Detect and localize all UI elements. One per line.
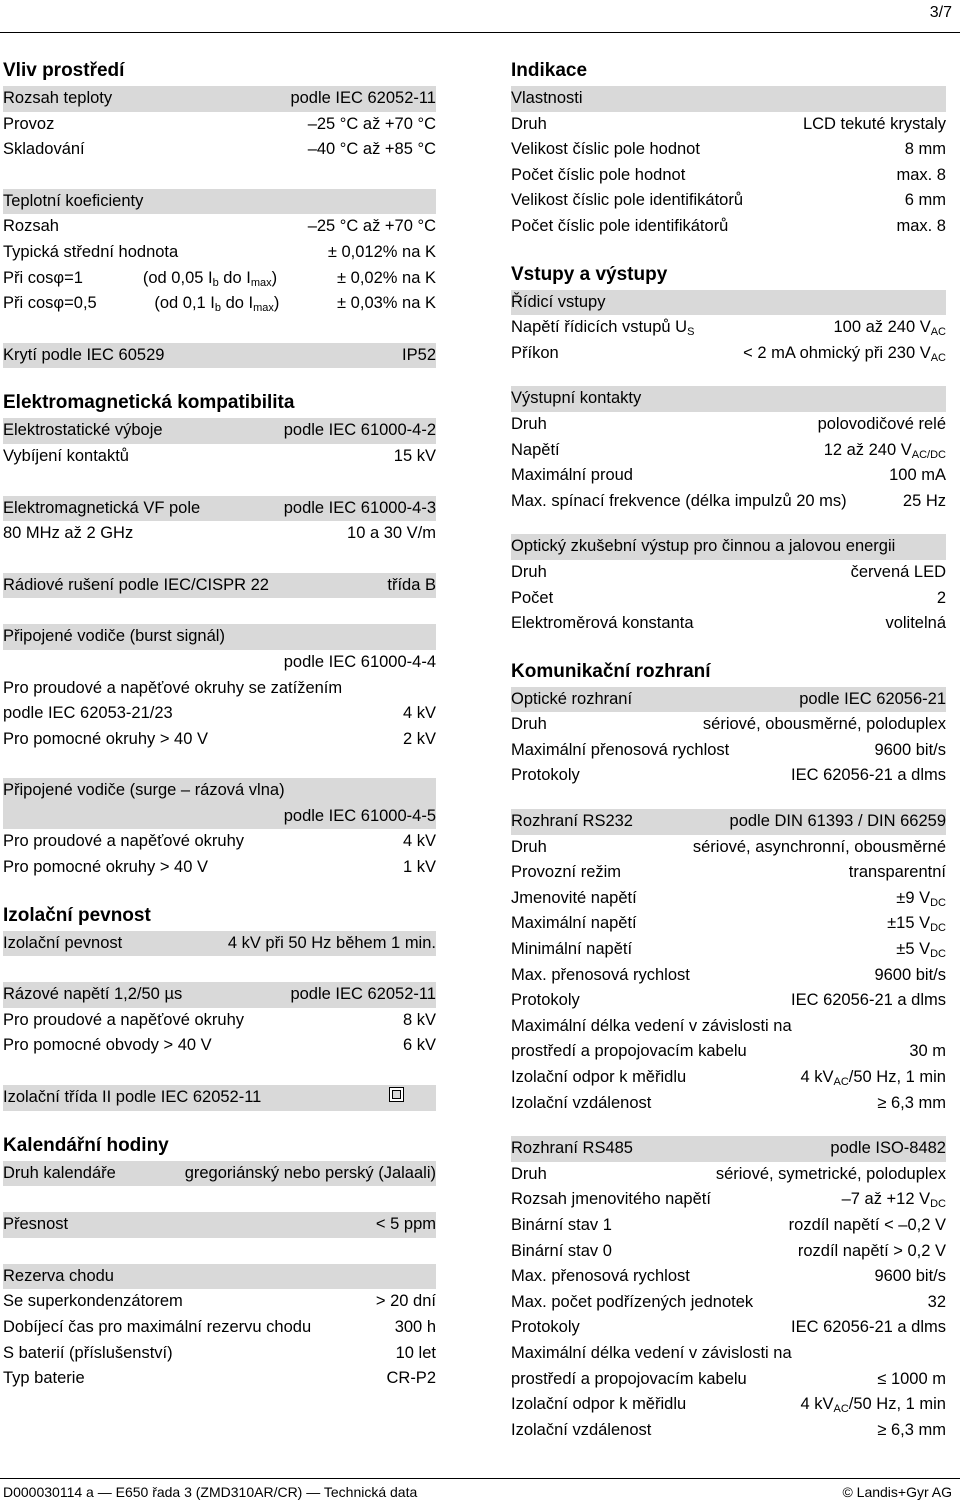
spec-label: Krytí podle IEC 60529	[3, 345, 165, 364]
footer-copyright: © Landis+Gyr AG	[842, 1484, 952, 1500]
spec-value: 2 kV	[402, 729, 436, 748]
spec-value: –25 °C až +70 °C	[307, 114, 436, 133]
spec-label: Pro pomocné okruhy > 40 V	[3, 858, 208, 877]
spec-row-header	[511, 809, 946, 835]
spec-value: třída B	[387, 575, 436, 594]
spec-row	[3, 650, 436, 676]
spec-label: Napětí řídicích vstupů $U_S$	[511, 318, 695, 339]
spec-value: max. 8	[896, 165, 946, 184]
spec-value: 25 Hz	[902, 491, 946, 510]
spec-row-header	[3, 418, 436, 444]
spec-value: 8 kV	[402, 1010, 436, 1029]
spec-row	[511, 1264, 946, 1290]
spec-value: 6 kV	[402, 1036, 436, 1055]
spec-value: ≤ 1000 m	[877, 1369, 946, 1388]
spec-value: 12 až 240 $V_{AC/DC}$	[823, 440, 946, 461]
spec-label: Druh	[511, 1164, 547, 1183]
spec-row-header	[3, 982, 436, 1008]
spec-value: 100 až 240 $V_{AC}$	[833, 318, 946, 339]
section-title-comm: Komunikační rozhraní	[511, 660, 711, 682]
spec-value: 10 a 30 V/m	[347, 524, 436, 543]
spec-row	[511, 188, 946, 214]
spec-row-header	[3, 189, 436, 215]
spec-value: podle IEC 61000-4-3	[283, 498, 436, 517]
spec-value: ≥ 6,3 mm	[877, 1093, 946, 1112]
spec-label: Protokoly	[511, 1318, 580, 1337]
spec-label: S baterií (příslušenství)	[3, 1343, 173, 1362]
spec-label: Protokoly	[511, 991, 580, 1010]
spec-value: podle DIN 61393 / DIN 66259	[729, 812, 946, 831]
spec-value: max. 8	[896, 216, 946, 235]
spec-value: podle ISO-8482	[830, 1139, 946, 1158]
spec-label: Optické rozhraní	[511, 689, 633, 708]
spec-condition: (od 0,1 $I_b$ do $I_{max}$)	[154, 294, 280, 315]
spec-row	[511, 315, 946, 341]
spec-label: Izolační odpor k měřidlu	[511, 1395, 687, 1414]
spec-label: Druh	[511, 562, 547, 581]
spec-label: Velikost číslic pole hodnot	[511, 140, 700, 159]
spec-value: rozdíl napětí < –0,2 V	[788, 1215, 946, 1234]
spec-value: sériové, obousměrné, poloduplex	[702, 715, 946, 734]
spec-row	[3, 1289, 436, 1315]
spec-row	[511, 1187, 946, 1213]
spec-value: rozdíl napětí > 0,2 V	[797, 1241, 946, 1260]
spec-value: podle IEC 62056-21	[799, 689, 946, 708]
spec-value: 1 kV	[402, 858, 436, 877]
spec-row	[511, 911, 946, 937]
spec-label: Maximální proud	[511, 466, 633, 485]
spec-row	[3, 291, 436, 317]
spec-label: Řídicí vstupy	[511, 292, 606, 311]
spec-row	[511, 1418, 946, 1444]
spec-row-header	[511, 1136, 946, 1162]
spec-row-header	[511, 534, 946, 560]
spec-label: Jmenovité napětí	[511, 888, 637, 907]
spec-label: Max. počet podřízených jednotek	[511, 1292, 754, 1311]
spec-row	[511, 1392, 946, 1418]
spec-label: Maximální délka vedení v závislosti na	[511, 1016, 792, 1035]
spec-row	[3, 829, 436, 855]
spec-value: > 20 dní	[375, 1292, 436, 1311]
spec-label: Rozhraní RS232	[511, 812, 633, 831]
spec-value: 100 mA	[889, 466, 946, 485]
spec-row	[511, 1290, 946, 1316]
spec-row	[511, 988, 946, 1014]
spec-row	[511, 763, 946, 789]
spec-row	[3, 701, 436, 727]
spec-value: 4 $kV_{AC}/50$ Hz, 1 min	[800, 1068, 946, 1088]
spec-value: CR-P2	[386, 1369, 436, 1388]
spec-label: Binární stav 0	[511, 1241, 612, 1260]
spec-row	[511, 937, 946, 963]
spec-value: 4 kV	[402, 832, 436, 851]
spec-value: 32	[927, 1292, 946, 1311]
spec-label: Druh	[511, 414, 547, 433]
spec-label: Rádiové rušení podle IEC/CISPR 22	[3, 575, 269, 594]
spec-row	[511, 611, 946, 637]
spec-value: 4 kV při 50 Hz během 1 min.	[227, 933, 436, 952]
spec-row-header	[511, 687, 946, 713]
spec-row-header	[3, 931, 436, 957]
spec-value: sériové, symetrické, poloduplex	[715, 1164, 946, 1183]
spec-label: Izolační třída II podle IEC 62052-11	[3, 1088, 262, 1107]
spec-row-header	[3, 496, 436, 522]
spec-label: Připojené vodiče (surge – rázová vlna)	[3, 781, 285, 800]
spec-row	[3, 1008, 436, 1034]
spec-value: –40 °C až +85 °C	[307, 140, 436, 159]
spec-row	[511, 412, 946, 438]
spec-label: Druh	[511, 114, 547, 133]
spec-row	[3, 240, 436, 266]
spec-label: Výstupní kontakty	[511, 389, 642, 408]
spec-label: Typická střední hodnota	[3, 242, 179, 261]
spec-value: ± 0,03% na K	[337, 294, 436, 313]
spec-row-header	[3, 1264, 436, 1290]
spec-row	[511, 860, 946, 886]
section-title-indication: Indikace	[511, 60, 588, 81]
spec-label: Izolační pevnost	[3, 933, 123, 952]
spec-condition: (od 0,05 $I_b$ do $I_{max}$)	[142, 268, 278, 289]
spec-label: Napětí	[511, 440, 560, 459]
spec-label: Max. přenosová rychlost	[511, 1267, 690, 1286]
spec-label: Rezerva chodu	[3, 1266, 114, 1285]
spec-label: Příkon	[511, 343, 559, 362]
spec-row	[511, 586, 946, 612]
spec-label: Elektroměrová konstanta	[511, 614, 694, 633]
spec-row	[3, 1341, 436, 1367]
spec-row	[3, 676, 436, 702]
spec-row-header	[3, 1212, 436, 1238]
spec-label: podle IEC 62053-21/23	[3, 704, 173, 723]
spec-value: 4 $kV_{AC}/50$ Hz, 1 min	[800, 1395, 946, 1416]
spec-label: Rozhraní RS485	[511, 1139, 633, 1158]
spec-row	[511, 214, 946, 240]
spec-value: 9600 bit/s	[874, 740, 946, 759]
spec-value: IP52	[402, 345, 436, 364]
spec-value: 9600 bit/s	[874, 1267, 946, 1286]
spec-row	[3, 521, 436, 547]
footer	[3, 1484, 952, 1500]
spec-label: Minimální napětí	[511, 940, 633, 959]
section-title-environment: Vliv prostředí	[3, 60, 125, 81]
spec-row	[511, 1091, 946, 1117]
spec-label: Vybíjení kontaktů	[3, 446, 129, 465]
spec-row	[511, 1213, 946, 1239]
spec-label: Rozsah	[3, 217, 59, 236]
spec-row	[511, 163, 946, 189]
page-number: 3/7	[929, 4, 952, 21]
spec-value: < 5 ppm	[375, 1215, 436, 1234]
spec-row	[3, 112, 436, 138]
spec-value: ≥ 6,3 mm	[877, 1420, 946, 1439]
spec-label: Maximální délka vedení v závislosti na	[511, 1343, 792, 1362]
spec-row	[511, 886, 946, 912]
spec-value: IEC 62056-21 a dlms	[790, 1318, 946, 1337]
spec-label: Teplotní koeficienty	[3, 191, 144, 210]
spec-row	[511, 1014, 946, 1040]
spec-row	[511, 560, 946, 586]
spec-value: –7 až +12 $V_{DC}$	[841, 1190, 946, 1211]
spec-row	[3, 1366, 436, 1392]
spec-label: Pro proudové a napěťové okruhy se zatížením	[3, 678, 343, 697]
spec-row-header	[3, 573, 436, 599]
spec-label: Izolační odpor k měřidlu	[511, 1068, 687, 1086]
spec-label: Binární stav 1	[511, 1215, 612, 1234]
spec-label: Rozsah jmenovitého napětí	[511, 1190, 711, 1209]
spec-label: Pro proudové a napěťové okruhy	[3, 832, 245, 851]
top-rule	[0, 32, 960, 33]
spec-row	[3, 444, 436, 470]
spec-row-header	[3, 1161, 436, 1187]
spec-value: volitelná	[885, 614, 946, 633]
spec-value: ±15 $V_{DC}$	[887, 914, 946, 935]
spec-row	[3, 214, 436, 240]
spec-label: Izolační vzdálenost	[511, 1420, 652, 1439]
section-title-emc: Elektromagnetická kompatibilita	[3, 392, 295, 414]
section-title-io: Vstupy a výstupy	[511, 263, 668, 285]
spec-value: podle IEC 62052-11	[290, 89, 436, 107]
spec-row-header	[511, 386, 946, 412]
spec-label: Elektrostatické výboje	[3, 421, 163, 440]
spec-label: Optický zkušební výstup pro činnou a jalovou energii	[511, 537, 896, 556]
spec-value: ± 0,012% na K	[327, 242, 436, 261]
spec-row-header	[511, 86, 946, 112]
spec-label: Pro proudové a napěťové okruhy	[3, 1010, 245, 1029]
spec-row	[3, 855, 436, 881]
spec-row	[511, 963, 946, 989]
left-column	[3, 56, 436, 1392]
spec-row-header	[3, 86, 436, 112]
spec-label: Skladování	[3, 140, 85, 159]
spec-label: Počet číslic pole identifikátorů	[511, 216, 729, 235]
spec-value: podle IEC 61000-4-4	[283, 652, 436, 671]
spec-row-header	[511, 290, 946, 316]
spec-label: Pro pomocné obvody > 40 V	[3, 1036, 212, 1055]
spec-row-header	[3, 778, 436, 804]
spec-row	[3, 1315, 436, 1341]
double-insulation-icon	[389, 1087, 404, 1102]
spec-value: LCD tekuté krystaly	[802, 114, 946, 133]
spec-label: prostředí a propojovacím kabelu	[511, 1042, 747, 1061]
spec-row-header	[3, 1085, 436, 1111]
spec-row	[511, 463, 946, 489]
spec-row	[511, 1341, 946, 1367]
spec-row	[511, 1367, 946, 1393]
spec-value: sériové, asynchronní, obousměrné	[692, 837, 946, 856]
spec-label: prostředí a propojovacím kabelu	[511, 1369, 747, 1388]
spec-value: 9600 bit/s	[874, 965, 946, 984]
spec-row-header	[3, 624, 436, 650]
spec-label: Protokoly	[511, 766, 580, 785]
spec-value: 8 mm	[904, 140, 946, 159]
spec-row	[511, 1065, 946, 1091]
spec-value: ±9 $V_{DC}$	[896, 888, 946, 909]
spec-value: podle IEC 61000-4-5	[283, 806, 436, 825]
spec-value: < 2 mA ohmický při 230 $V_{AC}$	[743, 343, 946, 364]
spec-label: Rozsah teploty	[3, 89, 113, 107]
spec-label: Připojené vodiče (burst signál)	[3, 627, 225, 646]
footer-rule	[0, 1478, 960, 1479]
footer-doc-id: D000030114 a — E650 řada 3 (ZMD310AR/CR) — Technická data	[3, 1484, 418, 1500]
spec-label: Typ baterie	[3, 1369, 85, 1388]
spec-label: Druh	[511, 837, 547, 856]
spec-value: 30 m	[909, 1042, 946, 1061]
spec-row	[3, 137, 436, 163]
spec-label: Rázové napětí 1,2/50 µs	[3, 985, 183, 1004]
spec-label: Maximální přenosová rychlost	[511, 740, 730, 759]
spec-row	[511, 712, 946, 738]
spec-row	[511, 835, 946, 861]
spec-row	[511, 341, 946, 367]
spec-row	[3, 266, 436, 292]
spec-label: Maximální napětí	[511, 914, 637, 933]
spec-row	[3, 727, 436, 753]
spec-row-header	[3, 343, 436, 369]
spec-label: Provozní režim	[511, 863, 622, 882]
spec-label: Izolační vzdálenost	[511, 1093, 652, 1112]
section-title-clock: Kalendářní hodiny	[3, 1134, 169, 1156]
spec-label: Provoz	[3, 114, 55, 133]
spec-row	[511, 1315, 946, 1341]
spec-value: IEC 62056-21 a dlms	[790, 766, 946, 785]
spec-label: Při cosφ=1	[3, 268, 83, 287]
spec-value: transparentní	[848, 863, 946, 882]
section-title-insulation: Izolační pevnost	[3, 904, 151, 926]
spec-value: –25 °C až +70 °C	[307, 217, 436, 236]
spec-label: Počet číslic pole hodnot	[511, 165, 686, 184]
spec-value: gregoriánský nebo perský (Jalaali)	[184, 1163, 436, 1182]
spec-label: Velikost číslic pole identifikátorů	[511, 191, 744, 210]
spec-value: 15 kV	[393, 446, 436, 465]
spec-value: 4 kV	[402, 704, 436, 723]
spec-row	[511, 489, 946, 515]
spec-label: Přesnost	[3, 1215, 69, 1234]
spec-label: Pro pomocné okruhy > 40 V	[3, 729, 208, 748]
spec-value: 300 h	[394, 1318, 436, 1336]
right-column	[511, 56, 946, 1443]
spec-value: ± 0,02% na K	[337, 268, 436, 287]
spec-label: Se superkondenzátorem	[3, 1292, 183, 1311]
spec-row	[511, 1162, 946, 1188]
spec-label: Při cosφ=0,5	[3, 294, 97, 313]
spec-label: 80 MHz až 2 GHz	[3, 524, 134, 543]
spec-label: Počet	[511, 588, 554, 607]
spec-value: 2	[936, 588, 946, 607]
spec-row	[511, 1039, 946, 1065]
spec-label: Druh	[511, 715, 547, 734]
spec-label: Druh kalendáře	[3, 1163, 116, 1182]
spec-value: podle IEC 62052-11	[290, 985, 436, 1004]
spec-label: Max. přenosová rychlost	[511, 965, 690, 984]
spec-label: Max. spínací frekvence (délka impulzů 20 ms)	[511, 491, 847, 510]
spec-row	[511, 738, 946, 764]
spec-value: ±5 $V_{DC}$	[896, 940, 946, 961]
spec-value: 6 mm	[904, 191, 946, 210]
spec-value: podle IEC 61000-4-2	[283, 421, 436, 440]
spec-label: Elektromagnetická VF pole	[3, 498, 201, 517]
spec-value: IEC 62056-21 a dlms	[790, 991, 946, 1010]
spec-row	[3, 1033, 436, 1059]
spec-value: polovodičové relé	[817, 414, 946, 433]
spec-label: Vlastnosti	[511, 89, 583, 107]
spec-row	[511, 112, 946, 138]
spec-row	[511, 137, 946, 163]
spec-row	[511, 438, 946, 464]
spec-value: 10 let	[395, 1343, 436, 1362]
spec-row	[3, 804, 436, 830]
spec-value: červená LED	[850, 562, 946, 581]
spec-row	[511, 1239, 946, 1265]
spec-label: Dobíjecí čas pro maximální rezervu chodu	[3, 1318, 312, 1336]
